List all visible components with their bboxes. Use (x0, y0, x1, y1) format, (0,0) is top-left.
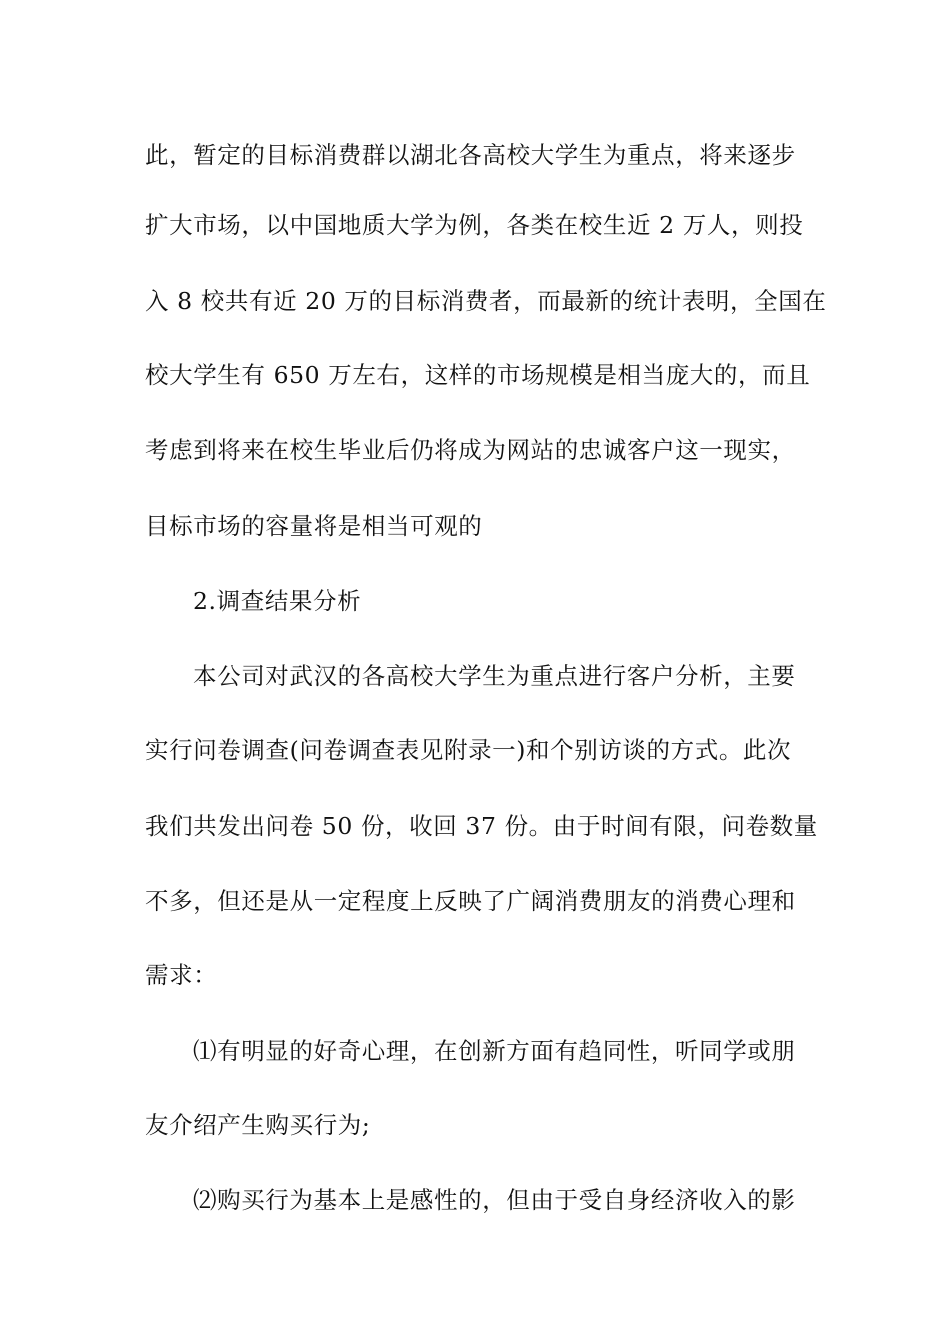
text-line: 需求： (145, 961, 218, 989)
text-line: 校大学生有 650 万左右，这样的市场规模是相当庞大的，而且 (145, 361, 811, 389)
text-line: 目标市场的容量将是相当可观的 (145, 512, 483, 540)
text-line: 本公司对武汉的各高校大学生为重点进行客户分析，主要 (193, 662, 796, 690)
text-line: 入 8 校共有近 20 万的目标消费者，而最新的统计表明，全国在 (145, 287, 827, 315)
section-heading: 2.调查结果分析 (193, 587, 362, 615)
text-line: 我们共发出问卷 50 份，收回 37 份。由于时间有限，问卷数量 (145, 812, 818, 840)
text-line: 考虑到将来在校生毕业后仍将成为网站的忠诚客户这一现实， (145, 436, 796, 464)
list-item: ⑴有明显的好奇心理，在创新方面有趋同性，听同学或朋 (193, 1037, 796, 1065)
text-line: 友介绍产生购买行为; (145, 1111, 371, 1139)
text-line: 实行问卷调查(问卷调查表见附录一)和个别访谈的方式。此次 (145, 736, 792, 764)
list-item: ⑵购买行为基本上是感性的，但由于受自身经济收入的影 (193, 1186, 796, 1214)
text-line: 此，暂定的目标消费群以湖北各高校大学生为重点，将来逐步 (145, 141, 796, 169)
text-line: 不多，但还是从一定程度上反映了广阔消费朋友的消费心理和 (145, 887, 796, 915)
text-line: 扩大市场，以中国地质大学为例，各类在校生近 2 万人，则投 (145, 211, 804, 239)
